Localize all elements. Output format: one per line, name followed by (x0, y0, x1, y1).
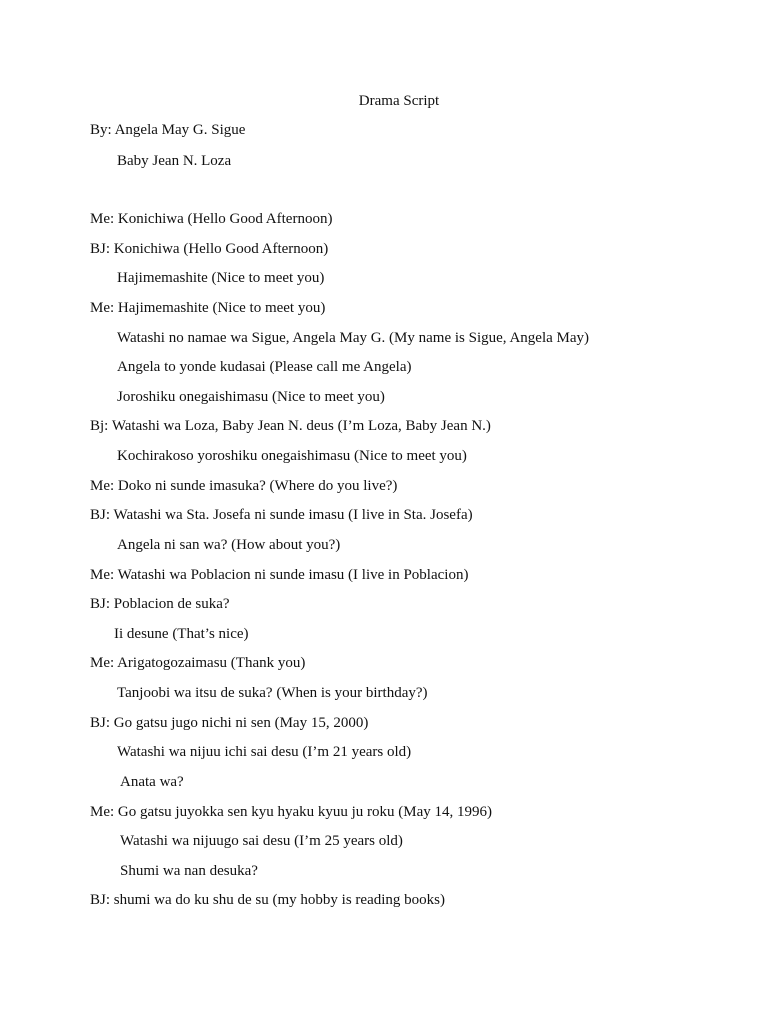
author-line: Baby Jean N. Loza (117, 153, 232, 169)
script-line: Me: Doko ni sunde imasuka? (Where do you live?) (90, 478, 398, 494)
script-line: Me: Watashi wa Poblacion ni sunde imasu (I live in Poblacion) (90, 567, 469, 583)
script-line: BJ: shumi wa do ku shu de su (my hobby is reading books) (90, 892, 445, 908)
script-line: Kochirakoso yoroshiku onegaishimasu (Nice to meet you) (117, 448, 467, 464)
script-line: Shumi wa nan desuka? (120, 863, 258, 879)
script-line: BJ: Poblacion de suka? (90, 596, 230, 612)
script-line: BJ: Go gatsu jugo nichi ni sen (May 15, 2000) (90, 715, 369, 731)
script-line: Anata wa? (120, 774, 184, 790)
script-line: Angela ni san wa? (How about you?) (117, 537, 341, 553)
script-line: Me: Arigatogozaimasu (Thank you) (90, 655, 306, 671)
script-line: Bj: Watashi wa Loza, Baby Jean N. deus (I’m Loza, Baby Jean N.) (90, 418, 491, 434)
script-line: BJ: Konichiwa (Hello Good Afternoon) (90, 241, 329, 257)
script-line: Watashi wa nijuugo sai desu (I’m 25 years old) (120, 833, 403, 849)
script-line: Me: Konichiwa (Hello Good Afternoon) (90, 211, 333, 227)
script-line: Joroshiku onegaishimasu (Nice to meet you) (117, 389, 385, 405)
script-line: Ii desune (That’s nice) (114, 626, 249, 642)
script-line: Angela to yonde kudasai (Please call me Angela) (117, 359, 412, 375)
script-line: Me: Hajimemashite (Nice to meet you) (90, 300, 326, 316)
script-line: BJ: Watashi wa Sta. Josefa ni sunde imasu (I live in Sta. Josefa) (90, 507, 473, 523)
script-line: Hajimemashite (Nice to meet you) (117, 270, 325, 286)
script-line: Tanjoobi wa itsu de suka? (When is your birthday?) (117, 685, 428, 701)
script-line: Me: Go gatsu juyokka sen kyu hyaku kyuu ju roku (May 14, 1996) (90, 804, 493, 820)
script-line: Watashi wa nijuu ichi sai desu (I’m 21 years old) (117, 744, 412, 760)
script-line: Watashi no namae wa Sigue, Angela May G. (My name is Sigue, Angela May) (117, 330, 590, 346)
author-line: By: Angela May G. Sigue (90, 122, 246, 138)
document-title: Drama Script (358, 93, 440, 109)
